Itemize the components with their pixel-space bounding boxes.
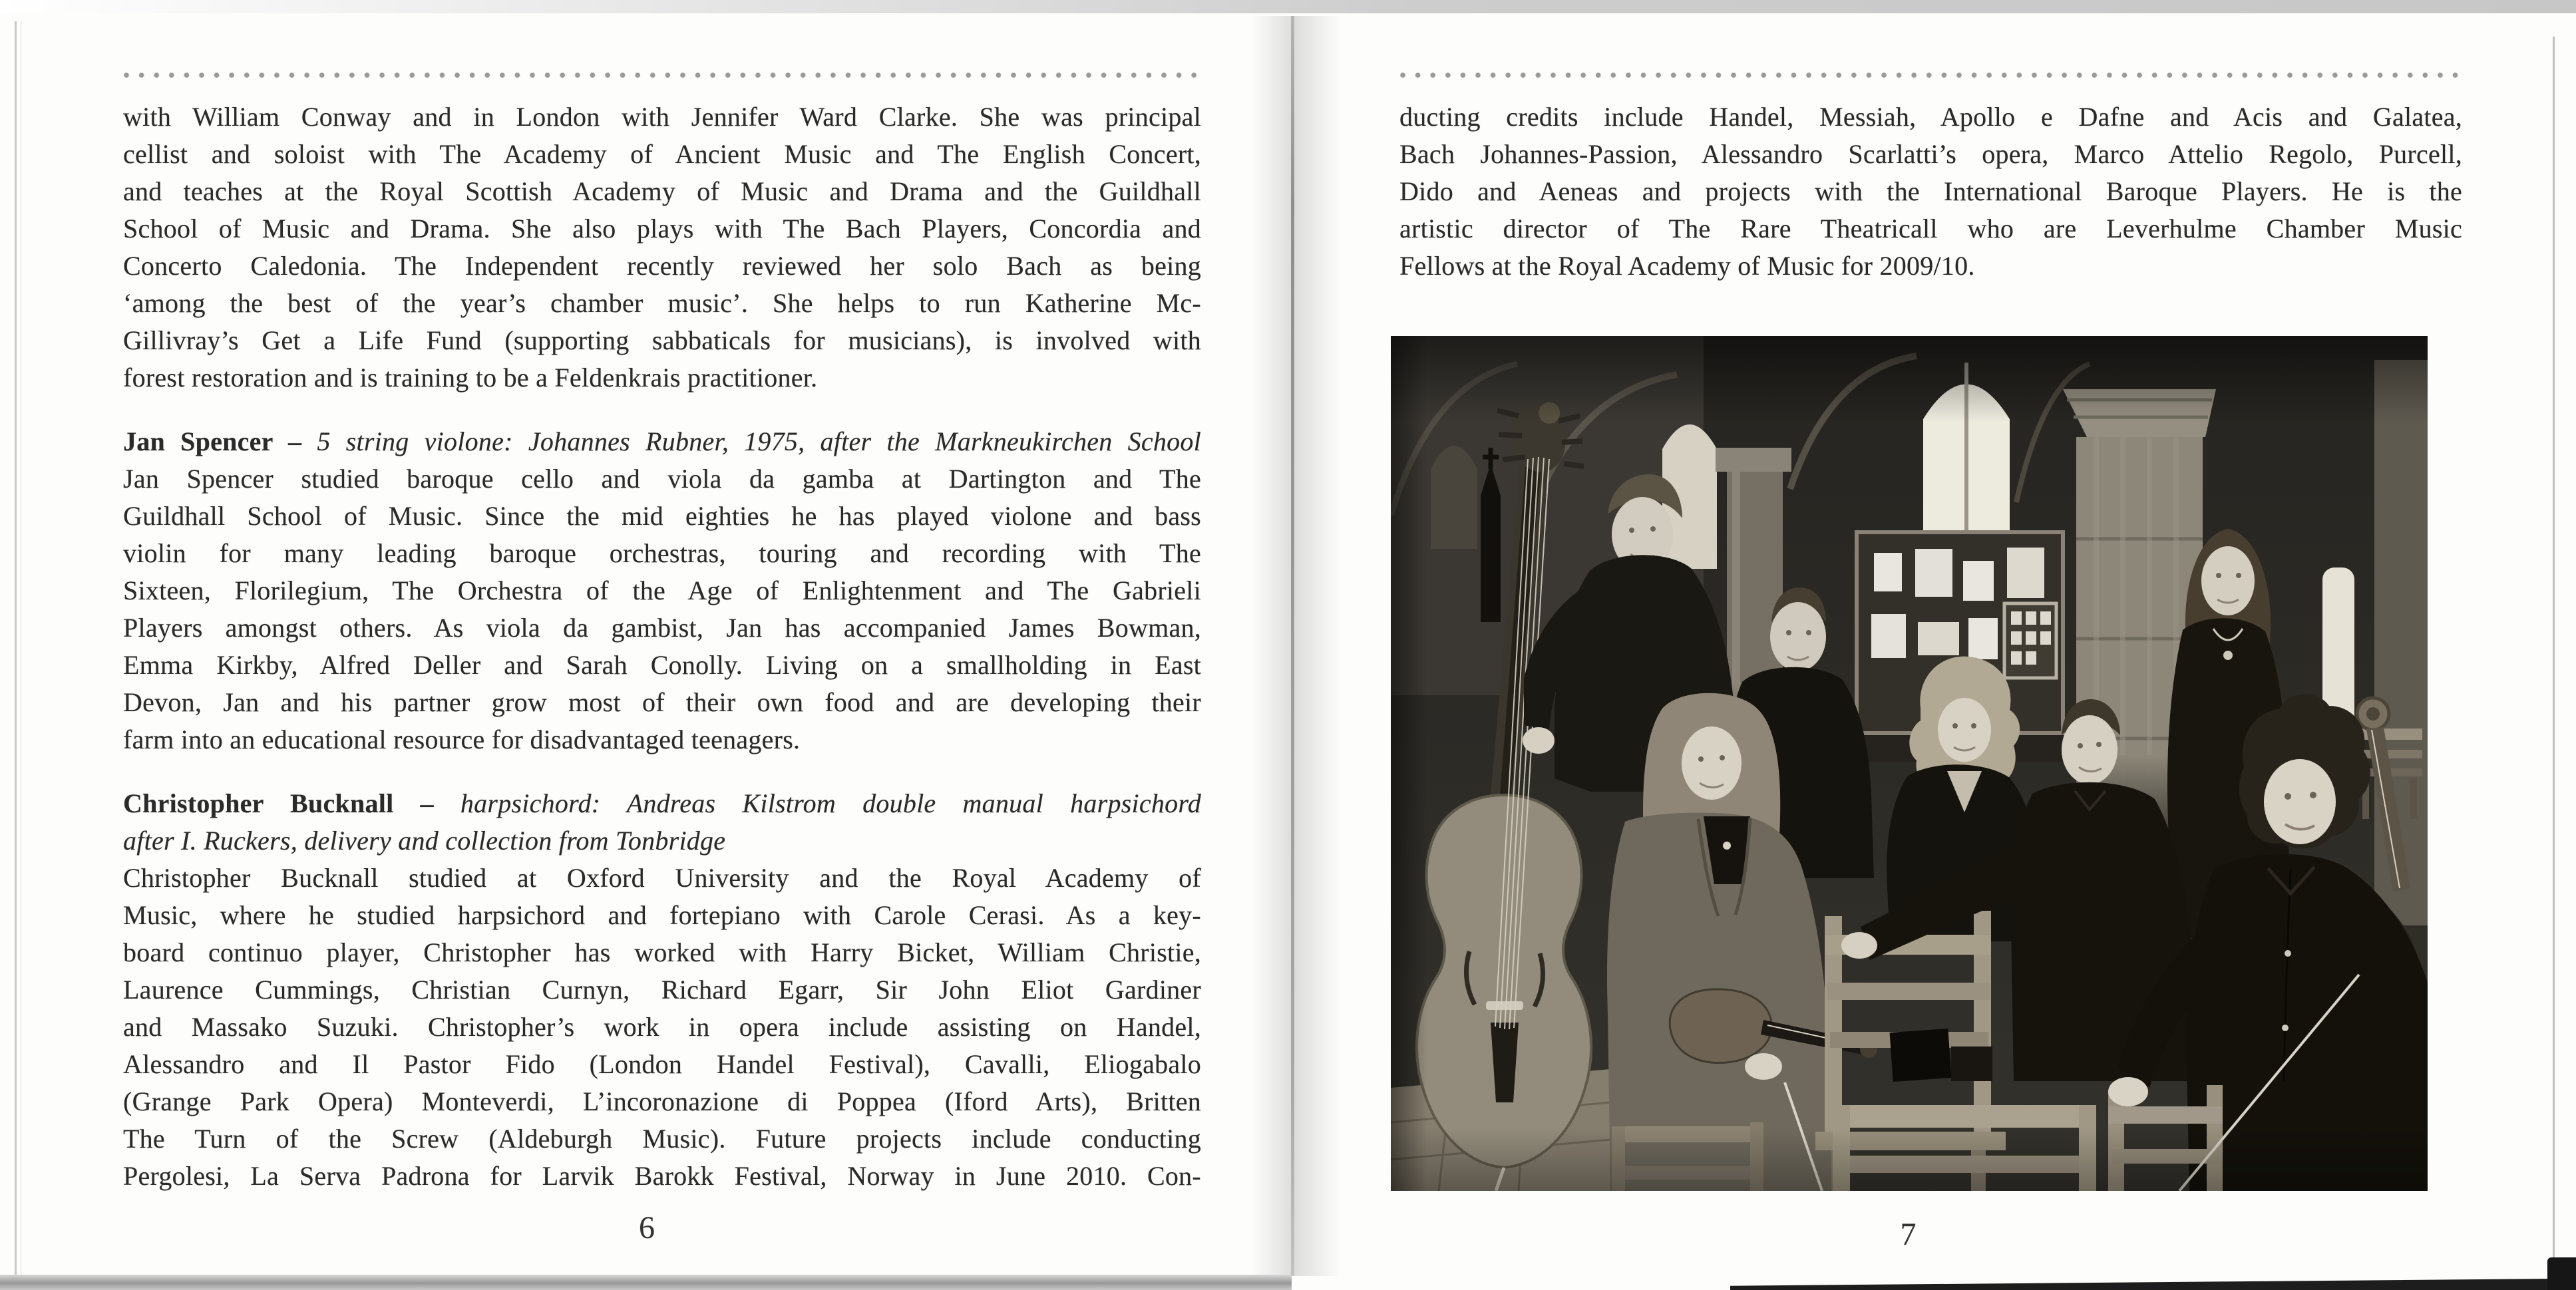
text-line: Christopher Bucknall – harpsichord: Andreas Kilstrom double manual harpsichord	[123, 788, 1201, 818]
text-line: Players amongst others. As viola da gambist, Jan has accompanied James Bowman,	[123, 613, 1201, 643]
gutter-shadow-right	[1294, 16, 1341, 1276]
photo-vignette-left	[1391, 336, 1427, 1191]
text-line: ‘among the best of the year’s chamber music’. She helps to run Katherine Mc-	[123, 288, 1201, 318]
text-line: with William Conway and in London with Jennifer Ward Clarke. She was principal	[123, 102, 1201, 132]
text-line: cellist and soloist with The Academy of Ancient Music and The English Concert,	[123, 139, 1201, 169]
page-number-right: 7	[1900, 1217, 1917, 1252]
paragraph	[123, 785, 1201, 1195]
text-line: Jan Spencer – 5 string violone: Johannes Rubner, 1975, after the Markneukirchen School	[123, 426, 1201, 456]
text-line: forest restoration and is training to be a Feldenkrais practitioner.	[123, 363, 818, 393]
scanner-edge-top	[0, 0, 2576, 13]
photo-vignette-bottom	[1391, 1128, 2428, 1191]
ensemble-photo	[1391, 336, 2428, 1191]
text-line: and teaches at the Royal Scottish Academy of Music and Drama and the Guildhall	[123, 176, 1201, 206]
text-line: ducting credits include Handel, Messiah, Apollo e Dafne and Acis and Galatea,	[1399, 102, 2462, 132]
text-line: (Grange Park Opera) Monteverdi, L’incoronazione di Poppea (Iford Arts), Britten	[123, 1086, 1201, 1116]
text-line: The Turn of the Screw (Aldeburgh Music). Future projects include conducting	[123, 1124, 1201, 1154]
photo-vignette-top	[1391, 336, 2428, 422]
left-page-edge-line	[15, 21, 17, 1275]
text-line: Dido and Aeneas and projects with the International Baroque Players. He is the	[1399, 176, 2462, 206]
scanner-edge-bottom-right	[1730, 1276, 2576, 1290]
left-page-text	[123, 98, 1201, 1195]
scanner-edge-bottom-left	[0, 1275, 1292, 1290]
text-line: Fellows at the Royal Academy of Music for 2009/10.	[1399, 251, 1975, 281]
text-line: farm into an educational resource for disadvantaged teenagers.	[123, 725, 801, 754]
text-line: Guildhall School of Music. Since the mid eighties he has played violone and bass	[123, 501, 1201, 531]
text-line: artistic director of The Rare Theatricall who are Leverhulme Chamber Music	[1399, 214, 2462, 243]
text-line: Alessandro and Il Pastor Fido (London Handel Festival), Cavalli, Eliogabalo	[123, 1049, 1201, 1079]
text-line: Gillivray’s Get a Life Fund (supporting sabbaticals for musicians), is involved with	[123, 325, 1201, 355]
paragraph	[123, 423, 1201, 758]
right-page-edge-line	[2553, 37, 2555, 1281]
scanner-corner-shadow	[2547, 1257, 2576, 1290]
text-line: and Massako Suzuki. Christopher’s work in opera include assisting on Handel,	[123, 1012, 1201, 1042]
text-line: School of Music and Drama. She also plays with The Bach Players, Concordia and	[123, 214, 1201, 243]
text-line: board continuo player, Christopher has worked with Harry Bicket, William Christie,	[123, 937, 1201, 967]
text-line: Pergolesi, La Serva Padrona for Larvik Barokk Festival, Norway in June 2010. Con-	[123, 1161, 1201, 1191]
text-line: Bach Johannes-Passion, Alessandro Scarlatti’s opera, Marco Attelio Regolo, Purcell,	[1399, 139, 2462, 169]
text-line: Music, where he studied harpsichord and fortepiano with Carole Cerasi. As a key-	[123, 900, 1201, 930]
text-line: after I. Ruckers, delivery and collection from Tonbridge	[123, 826, 726, 856]
text-line: violin for many leading baroque orchestras, touring and recording with The	[123, 538, 1201, 568]
text-line: Jan Spencer studied baroque cello and viola da gamba at Dartington and The	[123, 464, 1201, 494]
text-line: Laurence Cummings, Christian Curnyn, Richard Egarr, Sir John Eliot Gardiner	[123, 975, 1201, 1005]
text-line: Christopher Bucknall studied at Oxford University and the Royal Academy of	[123, 863, 1201, 893]
page-number-left: 6	[639, 1210, 655, 1245]
gutter-shadow-left	[1251, 16, 1291, 1276]
text-line: Emma Kirkby, Alfred Deller and Sarah Conolly. Living on a smallholding in East	[123, 650, 1201, 680]
right-page-text	[1399, 98, 2462, 285]
paragraph	[1399, 98, 2462, 285]
text-line: Concerto Caledonia. The Independent recently reviewed her solo Bach as being	[123, 251, 1201, 281]
paragraph	[123, 98, 1201, 397]
text-line: Sixteen, Florilegium, The Orchestra of the Age of Enlightenment and The Gabrieli	[123, 575, 1201, 605]
dotted-divider-right	[1399, 71, 2462, 80]
text-line: Devon, Jan and his partner grow most of their own food and are developing their	[123, 687, 1201, 717]
dotted-divider-left	[123, 71, 1201, 80]
